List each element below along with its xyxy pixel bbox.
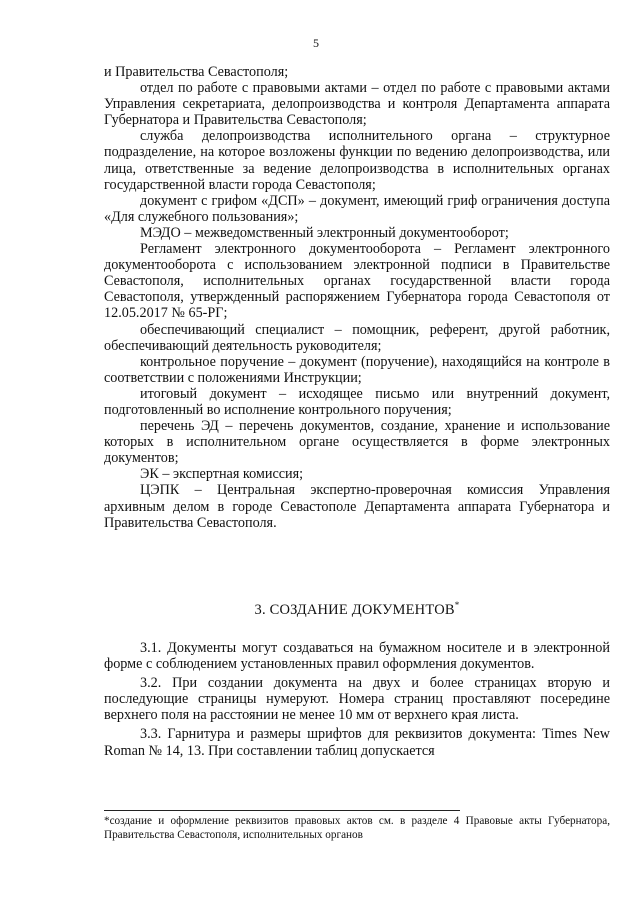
definition-legal-acts-department: отдел по работе с правовыми актами – отдел по работе с правовыми актами Управления секретариата, делопроизводства и контроля Департамента аппарата Губернатора и Правительства Севастополя; <box>104 80 610 129</box>
definition-edm-regulation: Регламент электронного документооборота – Регламент электронного документооборота с использованием электронной подписи в Правительстве Севастополя, исполнительных органах государственной власти города Севастополя, утвержденный распоряжением Губернатора города Севастополя от 12.05.2017 № 65-РГ; <box>104 241 610 322</box>
footnote: *создание и оформление реквизитов правовых актов см. в разделе 4 Правовые акты Губернатора, Правительства Севастополя, исполнительных органов <box>104 815 610 841</box>
section-text <box>104 640 610 759</box>
page-number: 5 <box>313 36 319 50</box>
section-heading-text: 3. СОЗДАНИЕ ДОКУМЕНТОВ <box>254 602 455 618</box>
definition-tsepk: ЦЭПК – Центральная экспертно-проверочная комиссия Управления архивным делом в городе Севастополе Департамента аппарата Губернатора и Правительства Севастополя. <box>104 482 610 531</box>
clause-3-1: 3.1. Документы могут создаваться на бумажном носителе и в электронной форме с соблюдением установленных правил оформления документов. <box>104 640 610 673</box>
definition-medo: МЭДО – межведомственный электронный документооборот; <box>140 224 509 241</box>
definitions-text <box>104 64 610 531</box>
definition-control-order: контрольное поручение – документ (поручение), находящийся на контроле в соответствии с положениями Инструкции; <box>104 353 610 386</box>
definition-records-service: служба делопроизводства исполнительного органа – структурное подразделение, на которое возложены функции по ведению делопроизводства, или лица, ответственные за ведение делопроизводства в исполнительных органах государственной власти города Севастополя; <box>104 128 610 193</box>
definition-support-specialist: обеспечивающий специалист – помощник, референт, другой работник, обеспечивающий деятельность руководителя; <box>104 321 610 354</box>
footnote-marker: * <box>454 600 460 611</box>
clause-3-2: 3.2. При создании документа на двух и более страницах вторую и последующие страницы нумеруют. Номера страниц проставляют посередине верхнего поля на расстоянии не менее 10 мм от верхнего края листа. <box>104 675 610 724</box>
paragraph-continuation: и Правительства Севастополя; <box>104 64 289 80</box>
definition-final-document: итоговый документ – исходящее письмо или внутренний документ, подготовленный во исполнение контрольного поручения; <box>104 385 610 418</box>
definition-dsp-document: документ с грифом «ДСП» – документ, имеющий гриф ограничения доступа «Для служебного пользования»; <box>104 192 610 225</box>
definition-ed-list: перечень ЭД – перечень документов, создание, хранение и использование которых в исполнительном органе осуществляется в форме электронных документов; <box>104 418 610 467</box>
definition-ek: ЭК – экспертная комиссия; <box>140 466 304 483</box>
section-heading <box>104 602 610 618</box>
clause-3-3: 3.3. Гарнитура и размеры шрифтов для реквизитов документа: Times New Roman № 14, 13. При составлении таблиц допускается <box>104 726 610 759</box>
footnote-divider <box>104 810 460 811</box>
